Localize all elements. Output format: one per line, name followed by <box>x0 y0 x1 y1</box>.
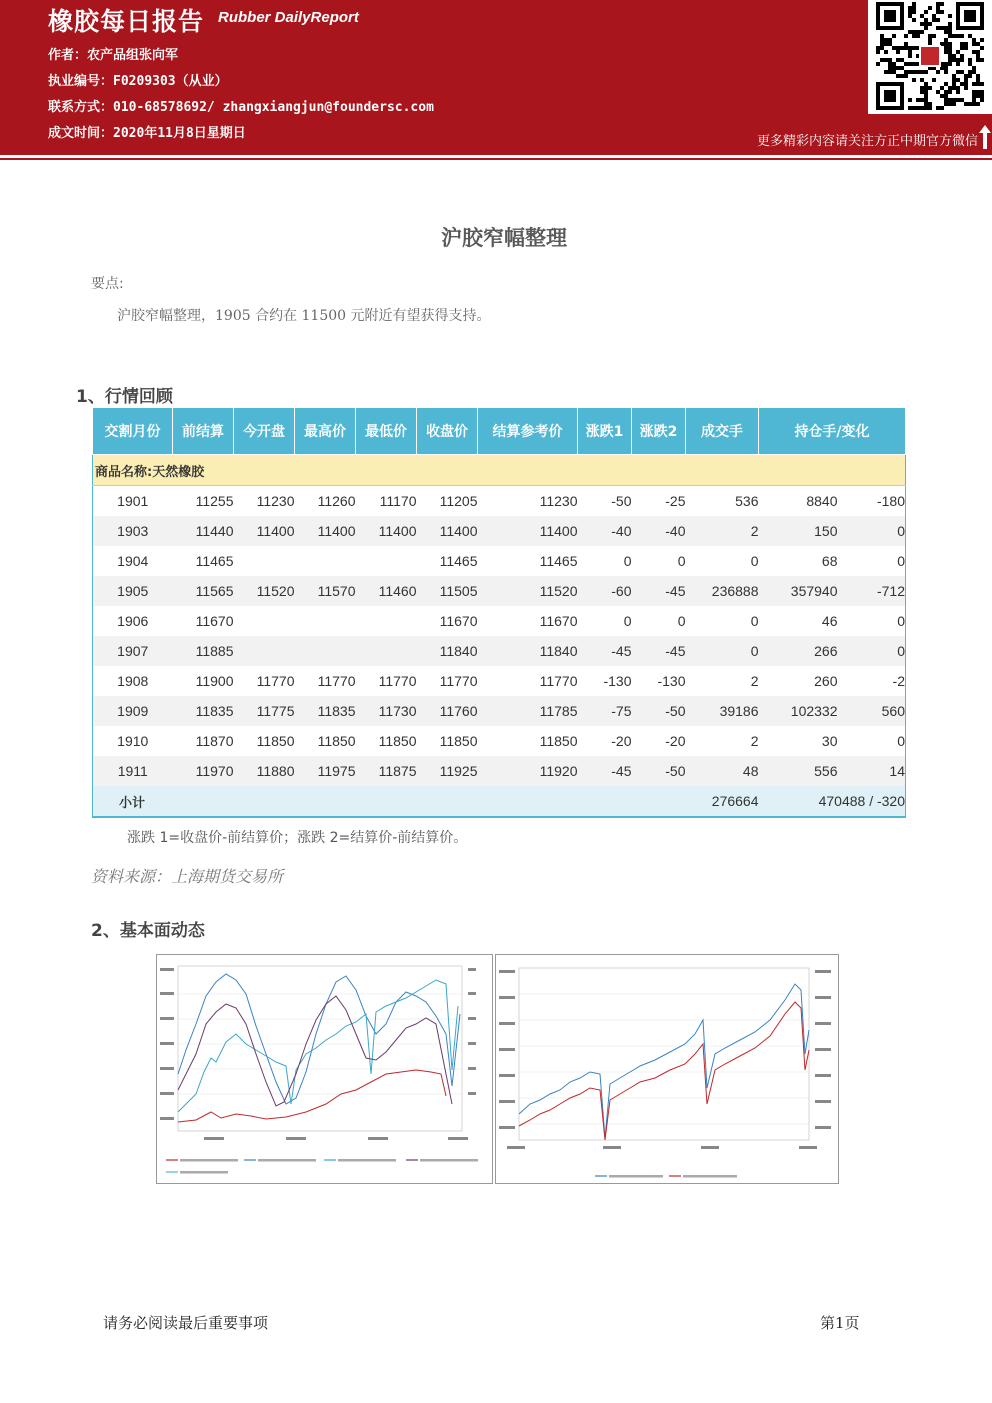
table-cell: 11850 <box>317 733 356 749</box>
table-cell: 11670 <box>195 613 234 629</box>
contract-month-cell: 1909 <box>93 696 173 726</box>
table-cell <box>356 606 417 636</box>
table-cell: 2 <box>686 516 759 546</box>
table-cell: 260 <box>814 673 838 689</box>
table-cell: 102332 <box>759 696 838 726</box>
table-cell <box>295 546 356 576</box>
table-note: 涨跌 1=收盘价-前结算价；涨跌 2=结算价-前结算价。 <box>127 830 468 846</box>
table-cell <box>295 636 356 666</box>
table-cell: 560 <box>838 696 906 726</box>
table-cell: 11400 <box>295 516 356 546</box>
table-cell: 11255 <box>195 493 234 509</box>
table-cell: 68 <box>821 553 838 569</box>
table-cell: 0 <box>677 613 686 629</box>
section-fundamentals: 2、基本面动态 <box>91 921 205 941</box>
table-cell: -130 <box>603 673 632 689</box>
col-header: 最低价 <box>356 408 417 455</box>
contract-month-cell: 1910 <box>117 733 149 749</box>
table-cell: 11730 <box>356 696 417 726</box>
author-value: 农产品组张向军 <box>87 48 179 63</box>
table-cell: -45 <box>632 636 686 666</box>
table-cell: -50 <box>632 756 686 786</box>
table-cell: 0 <box>677 553 686 569</box>
table-cell: 11840 <box>478 636 578 666</box>
table-cell: 0 <box>686 636 759 666</box>
table-cell: 14 <box>838 756 906 786</box>
contact-label: 联系方式： <box>48 100 114 115</box>
col-header: 最高价 <box>295 408 356 455</box>
col-header: 结算参考价 <box>478 408 578 455</box>
table-cell: 11970 <box>173 756 234 786</box>
table-cell <box>234 636 295 666</box>
table-cell: 0 <box>623 553 632 569</box>
table-cell: -712 <box>838 576 906 606</box>
table-cell: 11760 <box>417 696 478 726</box>
table-row <box>93 486 906 517</box>
table-cell: 357940 <box>759 576 838 606</box>
contact-value[interactable]: 010-68578692/ zhangxiangjun@foundersc.com <box>113 100 434 115</box>
table-row <box>93 726 906 756</box>
table-cell: 11670 <box>539 613 578 629</box>
table-cell: 11460 <box>356 576 417 606</box>
table-cell: 11670 <box>439 613 478 629</box>
table-row <box>93 666 906 696</box>
table-cell: 0 <box>897 613 905 629</box>
table-cell: 11770 <box>439 673 478 689</box>
contract-month-cell: 1904 <box>117 553 149 569</box>
table-cell: 11900 <box>195 673 234 689</box>
col-header: 涨跌2 <box>632 408 686 455</box>
table-cell: 11520 <box>234 576 295 606</box>
table-cell: 11400 <box>356 516 417 546</box>
table-cell: 150 <box>759 516 838 546</box>
table-cell: 0 <box>838 516 906 546</box>
license-value: F0209303（从业） <box>113 74 228 89</box>
table-cell: 11170 <box>379 493 417 509</box>
report-title: 沪胶窄幅整理 <box>441 226 567 250</box>
table-cell: 11400 <box>417 516 478 546</box>
total-label: 小计 <box>93 786 686 817</box>
table-cell: 11465 <box>195 553 234 569</box>
product-row <box>93 455 906 486</box>
contract-month-cell: 1906 <box>117 613 149 629</box>
author-label: 作者： <box>48 48 88 63</box>
table-cell: 11770 <box>539 673 578 689</box>
contract-month-cell: 1901 <box>117 493 149 509</box>
quote-table <box>92 407 906 818</box>
table-cell: 11870 <box>195 733 234 749</box>
table-cell: 11770 <box>256 673 295 689</box>
header-rule-thin <box>0 158 992 160</box>
table-cell: -20 <box>611 733 632 749</box>
table-cell <box>356 636 417 666</box>
product-name: 商品名称:天然橡胶 <box>93 455 906 486</box>
page-number: 第1页 <box>820 1314 860 1332</box>
total-open-interest: 470488 / -320 <box>759 786 906 817</box>
contract-month-cell: 1905 <box>93 576 173 606</box>
table-cell: 2 <box>750 733 759 749</box>
table-cell: 2 <box>750 673 759 689</box>
table-cell: -75 <box>578 696 632 726</box>
table-cell: -45 <box>632 576 686 606</box>
table-cell: -20 <box>665 733 686 749</box>
table-row <box>93 606 906 636</box>
table-cell: 236888 <box>686 576 759 606</box>
table-cell: 46 <box>821 613 838 629</box>
wechat-hint: 更多精彩内容请关注方正中期官方微信 <box>756 134 978 149</box>
data-source: 资料来源：上海期货交易所 <box>91 867 284 886</box>
table-cell: 11465 <box>439 553 478 569</box>
report-series-title-en: Rubber DailyReport <box>218 9 359 26</box>
table-cell: 536 <box>735 493 759 509</box>
table-cell: 11400 <box>234 516 295 546</box>
col-header: 交割月份 <box>93 408 173 455</box>
table-cell: 11850 <box>378 733 417 749</box>
keypoints-text: 沪胶窄幅整理，1905 合约在 11500 元附近有望获得支持。 <box>117 308 491 324</box>
table-cell: 0 <box>897 553 905 569</box>
footer-disclaimer[interactable]: 请务必阅读最后重要事项 <box>103 1314 269 1332</box>
table-cell: -60 <box>578 576 632 606</box>
table-cell: 11885 <box>173 636 234 666</box>
table-cell: 0 <box>750 613 759 629</box>
col-header: 今开盘 <box>234 408 295 455</box>
table-row <box>93 756 906 786</box>
col-header: 前结算 <box>173 408 234 455</box>
date-label: 成文时间： <box>48 126 114 141</box>
table-cell: 11785 <box>478 696 578 726</box>
table-cell: 0 <box>750 553 759 569</box>
qr-code-icon[interactable] <box>876 2 984 110</box>
table-cell: -40 <box>578 516 632 546</box>
table-cell: 11835 <box>173 696 234 726</box>
table-cell: 11465 <box>539 553 578 569</box>
table-cell: 11835 <box>295 696 356 726</box>
fundamentals-chart-image-2 <box>495 954 839 1184</box>
table-cell: -45 <box>578 756 632 786</box>
table-cell: -45 <box>578 636 632 666</box>
keypoints-label: 要点: <box>91 276 124 292</box>
table-cell: 11260 <box>317 493 356 509</box>
date-value: 2020年11月8日星期日 <box>113 126 246 141</box>
table-cell: 8840 <box>806 493 838 509</box>
table-row <box>93 516 906 546</box>
header-rule <box>0 152 992 155</box>
table-cell: 11770 <box>317 673 356 689</box>
table-cell: 11920 <box>478 756 578 786</box>
table-cell: 39186 <box>686 696 759 726</box>
contact-line <box>48 96 434 115</box>
col-header: 收盘价 <box>417 408 478 455</box>
contract-month-cell: 1911 <box>93 756 173 786</box>
col-header: 涨跌1 <box>578 408 632 455</box>
table-cell: 11770 <box>378 673 417 689</box>
table-row <box>93 576 906 606</box>
table-cell <box>356 546 417 576</box>
table-cell: 11880 <box>234 756 295 786</box>
table-row <box>93 636 906 666</box>
table-cell: 11505 <box>417 576 478 606</box>
fundamentals-chart-image-1 <box>156 954 493 1184</box>
contract-month-cell: 1907 <box>93 636 173 666</box>
report-series-title: 橡胶每日报告 <box>48 7 205 36</box>
contract-month-cell: 1903 <box>93 516 173 546</box>
contract-month-cell: 1908 <box>117 673 149 689</box>
license-line <box>48 70 228 89</box>
table-cell: -50 <box>611 493 632 509</box>
table-cell: 0 <box>897 733 905 749</box>
table-cell: 0 <box>623 613 632 629</box>
table-cell: 11875 <box>356 756 417 786</box>
total-row <box>93 786 906 817</box>
table-cell: 11850 <box>539 733 578 749</box>
section-market-review: 1、行情回顾 <box>76 387 173 407</box>
table-cell: 30 <box>821 733 838 749</box>
table-cell: 11850 <box>439 733 478 749</box>
col-header: 持仓手/变化 <box>759 408 906 455</box>
table-cell: 11230 <box>539 493 578 509</box>
table-cell: 11400 <box>478 516 578 546</box>
table-cell: 11925 <box>417 756 478 786</box>
table-cell: 11775 <box>234 696 295 726</box>
table-cell <box>234 546 295 576</box>
table-row <box>93 546 906 576</box>
table-cell: -130 <box>657 673 686 689</box>
up-arrow-icon <box>978 124 992 150</box>
table-cell: 11840 <box>417 636 478 666</box>
col-header: 成交手 <box>686 408 759 455</box>
table-cell <box>295 606 356 636</box>
table-cell: 11570 <box>295 576 356 606</box>
date-line <box>48 122 246 141</box>
table-cell: -25 <box>665 493 686 509</box>
table-cell: -40 <box>632 516 686 546</box>
table-cell: 11565 <box>173 576 234 606</box>
table-cell: 266 <box>759 636 838 666</box>
table-cell: 48 <box>686 756 759 786</box>
table-cell: 11440 <box>173 516 234 546</box>
table-cell: -180 <box>876 493 905 509</box>
table-cell: 0 <box>838 636 906 666</box>
table-cell: -50 <box>632 696 686 726</box>
table-row <box>93 696 906 726</box>
table-cell: 11850 <box>256 733 295 749</box>
table-cell: 11230 <box>256 493 295 509</box>
table-cell: 11520 <box>478 576 578 606</box>
table-cell <box>234 606 295 636</box>
license-label: 执业编号： <box>48 74 114 89</box>
table-cell: 11975 <box>295 756 356 786</box>
total-volume: 276664 <box>686 786 759 817</box>
table-cell: -2 <box>892 673 905 689</box>
author-line <box>48 44 178 63</box>
table-cell: 11205 <box>439 493 478 509</box>
table-header-row <box>93 408 906 455</box>
table-cell: 556 <box>759 756 838 786</box>
